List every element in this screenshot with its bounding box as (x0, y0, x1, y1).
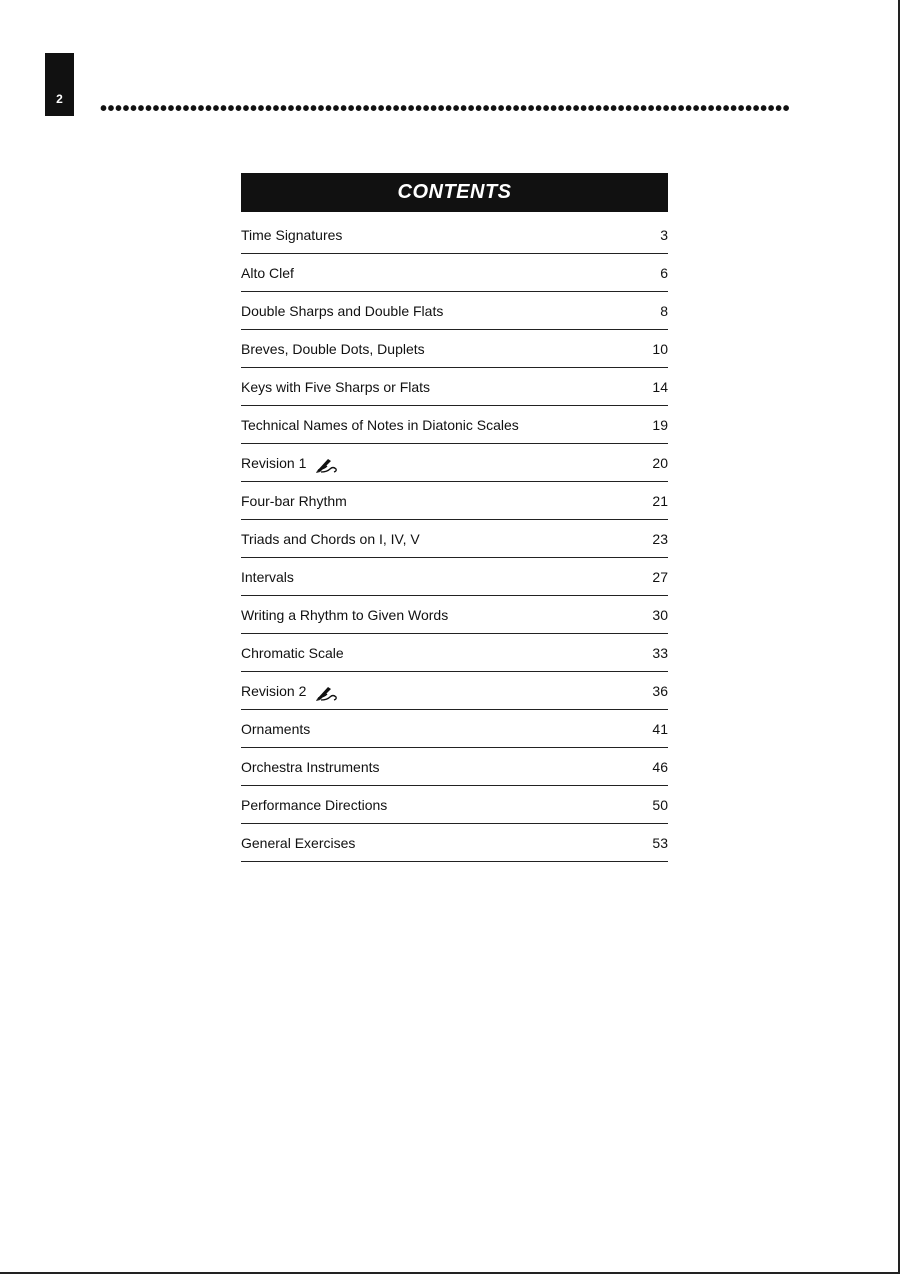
toc-entry-page: 30 (652, 607, 668, 623)
page-number-tab (45, 53, 74, 116)
toc-entry[interactable] (241, 330, 668, 368)
toc-entry-title: Intervals (241, 569, 294, 585)
toc-entry-title: Orchestra Instruments (241, 759, 380, 775)
toc-entry-page: 53 (652, 835, 668, 851)
toc-entry[interactable] (241, 596, 668, 634)
toc-entry-page: 21 (652, 493, 668, 509)
toc-entry-page: 27 (652, 569, 668, 585)
toc-entry-title-wrap (241, 341, 425, 357)
toc-entry-title: Breves, Double Dots, Duplets (241, 341, 425, 357)
toc-entry-title-wrap (241, 417, 519, 433)
page-number: 2 (56, 92, 63, 106)
toc-entry-page: 46 (652, 759, 668, 775)
toc-entry-page: 14 (652, 379, 668, 395)
toc-entry-page: 36 (652, 683, 668, 699)
toc-entry[interactable] (241, 634, 668, 672)
toc-entry-title: Triads and Chords on I, IV, V (241, 531, 420, 547)
toc-entry-title: Writing a Rhythm to Given Words (241, 607, 449, 623)
toc-entry[interactable] (241, 520, 668, 558)
toc-entry-title: Four-bar Rhythm (241, 493, 347, 509)
toc-entry-title: Ornaments (241, 721, 311, 737)
toc-entry[interactable] (241, 558, 668, 596)
toc-entry-title-wrap (241, 379, 430, 395)
toc-entry-page: 8 (660, 303, 668, 319)
toc-entry-page: 20 (652, 455, 668, 471)
toc-entry-page: 23 (652, 531, 668, 547)
toc-entry-title-wrap (241, 531, 420, 547)
toc-entry-title-wrap (241, 683, 339, 699)
toc-entry[interactable] (241, 368, 668, 406)
toc-entry-title-wrap (241, 759, 380, 775)
toc-entry[interactable] (241, 824, 668, 862)
toc-entry-title-wrap (241, 455, 339, 471)
toc-entry-title: Revision 1 (241, 455, 307, 471)
toc-entry-title-wrap (241, 303, 443, 319)
toc-entry[interactable] (241, 254, 668, 292)
toc-entry-title-wrap (241, 645, 344, 661)
toc-entry-page: 6 (660, 265, 668, 281)
toc-entry[interactable] (241, 672, 668, 710)
toc-entry-page: 41 (652, 721, 668, 737)
toc-entry-title: Revision 2 (241, 683, 307, 699)
toc-entry-title-wrap (241, 493, 347, 509)
toc-entry[interactable] (241, 406, 668, 444)
toc-entry-title-wrap (241, 265, 294, 281)
dot-leader: •••••••••••••••••••••••••••••••••••••••••••••••••••••••••••••••••••••••••••••••••••••••••••• (100, 100, 791, 118)
toc-entry[interactable] (241, 212, 668, 254)
toc-entry-title: Double Sharps and Double Flats (241, 303, 444, 319)
toc-entry-title: Time Signatures (241, 227, 343, 243)
toc-entry[interactable] (241, 710, 668, 748)
toc-entry-title-wrap (241, 721, 310, 737)
toc-entry-title-wrap (241, 607, 448, 623)
toc-entry[interactable] (241, 786, 668, 824)
toc-entry-title: Chromatic Scale (241, 645, 344, 661)
pencil-writing-icon (315, 685, 339, 701)
toc-entry-page: 3 (660, 227, 668, 243)
toc-entry[interactable] (241, 444, 668, 482)
toc-entry[interactable] (241, 292, 668, 330)
toc-entry-page: 19 (652, 417, 668, 433)
toc-entry[interactable] (241, 748, 668, 786)
pencil-writing-icon (315, 457, 339, 473)
toc-entry-title-wrap (241, 569, 294, 585)
contents-table (241, 173, 668, 862)
toc-entry-title: Technical Names of Notes in Diatonic Scales (241, 417, 519, 433)
toc-entry-title: Performance Directions (241, 797, 388, 813)
toc-entry-page: 10 (652, 341, 668, 357)
toc-entry-title: General Exercises (241, 835, 356, 851)
toc-entry-title-wrap (241, 227, 342, 243)
toc-list (241, 212, 668, 862)
toc-entry-title: Keys with Five Sharps or Flats (241, 379, 431, 395)
toc-entry-title: Alto Clef (241, 265, 294, 281)
contents-title: CONTENTS (241, 173, 668, 212)
toc-entry-title-wrap (241, 835, 355, 851)
toc-entry[interactable] (241, 482, 668, 520)
toc-entry-title-wrap (241, 797, 387, 813)
toc-entry-page: 33 (652, 645, 668, 661)
toc-entry-page: 50 (652, 797, 668, 813)
